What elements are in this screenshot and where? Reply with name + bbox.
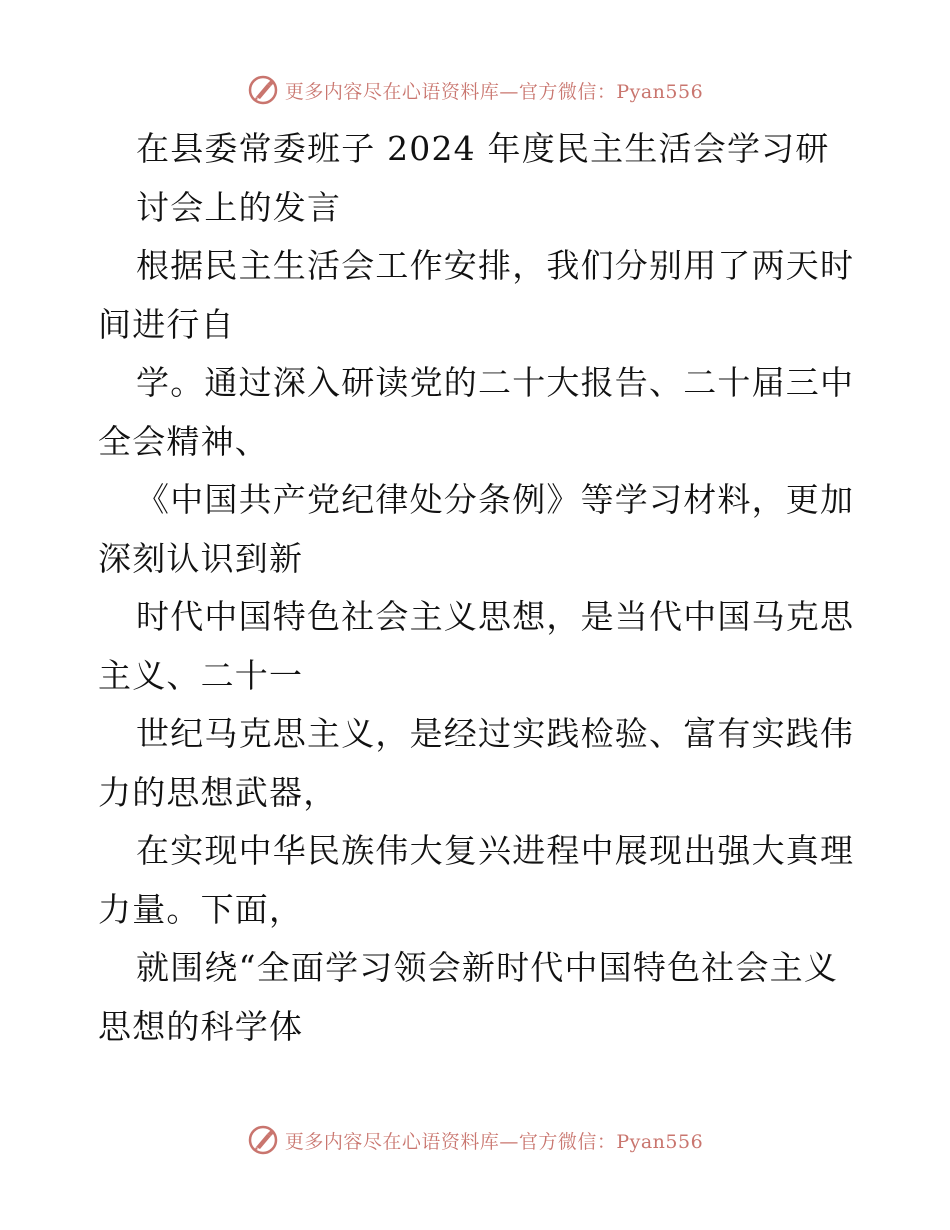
- header-banner: [0, 72, 950, 108]
- text-line: 深刻认识到新: [98, 538, 304, 578]
- text-line: 《中国共产党纪律处分条例》等学习材料，更加: [136, 480, 855, 519]
- text-line: 力量。下面，: [98, 889, 304, 929]
- text-line: 就围绕“全面学习领会新时代中国特色社会主义: [136, 948, 839, 987]
- banner-text: 更多内容尽在心语资料库—官方微信：Pyan556: [284, 80, 704, 103]
- text-line: 思想的科学体: [98, 1006, 304, 1046]
- pen-logo-icon: [247, 74, 279, 106]
- text-line: 时代中国特色社会主义思想，是当代中国马克思: [136, 597, 855, 636]
- text-line: 间进行自: [98, 304, 235, 344]
- text-line: 在县委常委班子 2024 年度民主生活会学习研: [136, 129, 830, 168]
- text-line: 力的思想武器，: [98, 772, 338, 812]
- text-line: 全会精神、: [98, 421, 269, 461]
- text-line: 讨会上的发言: [136, 187, 342, 227]
- text-line: 世纪马克思主义，是经过实践检验、富有实践伟: [136, 714, 855, 753]
- text-line: 根据民主生活会工作安排，我们分别用了两天时: [136, 246, 855, 285]
- text-line: 在实现中华民族伟大复兴进程中展现出强大真理: [136, 831, 855, 870]
- text-line: 学。通过深入研读党的二十大报告、二十届三中: [136, 363, 855, 402]
- banner-text: 更多内容尽在心语资料库—官方微信：Pyan556: [284, 1130, 704, 1153]
- document-body: [98, 120, 858, 1056]
- text-line: 主义、二十一: [98, 655, 304, 695]
- pen-logo-icon: [247, 1124, 279, 1156]
- footer-banner: [0, 1122, 950, 1158]
